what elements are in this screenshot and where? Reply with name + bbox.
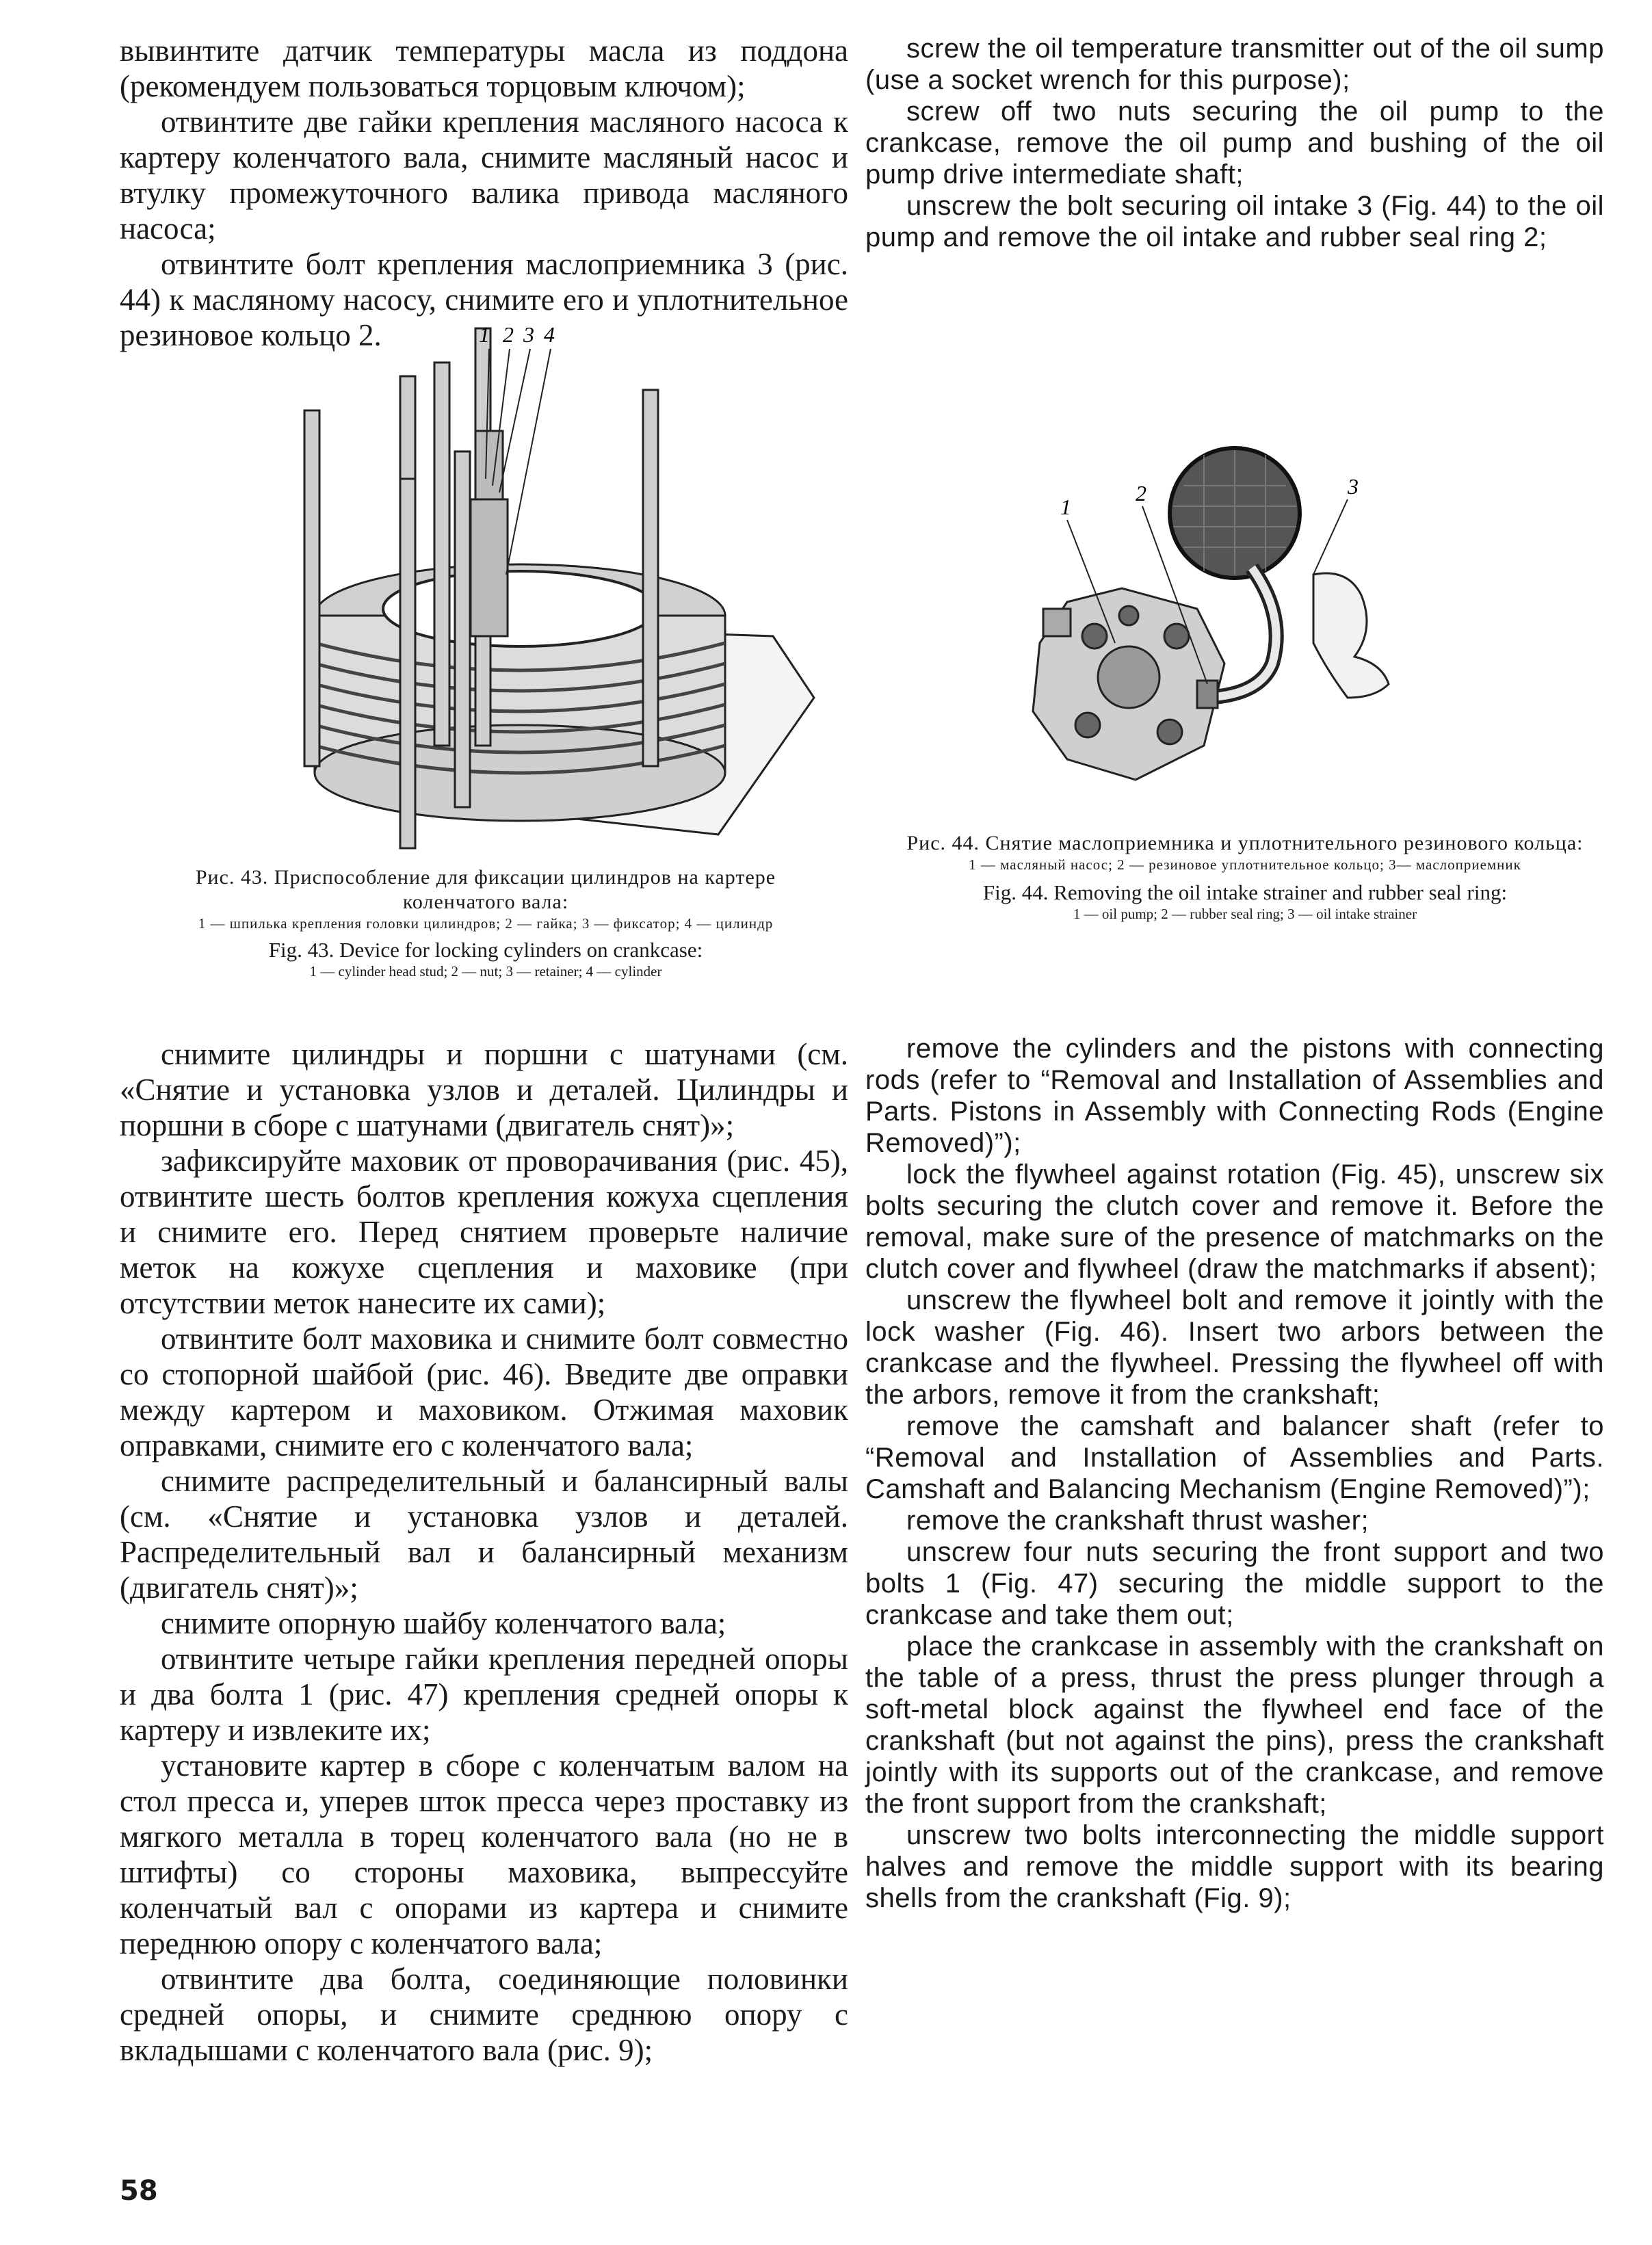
- ru-paragraph: зафиксируйте маховик от проворачивания (рис. 45), отвинтите шесть болтов крепления кожуха сцепления и снимите его. Перед снятием проверьте наличие меток на кожухе сцепления и маховике (при отсутствии меток нанесите их сами);: [120, 1144, 848, 1320]
- en-paragraph: screw off two nuts securing the oil pump to the crankcase, remove the oil pump and bushing of the oil pump drive intermediate shaft;: [865, 96, 1604, 189]
- ru-paragraph: установите картер в сборе с коленчатым валом на стол пресса и, уперев шток пресса через проставку из мягкого металла в торец коленчатого вала (но не в штифты) со стороны маховика, выпрессуйте коленчатый вал с опорами из картера и снимите переднюю опору с коленчатого вала;: [120, 1748, 848, 1960]
- fig44-title-ru: Рис. 44. Снятие маслоприемника и уплотнительного резинового кольца:: [906, 832, 1584, 854]
- fig43-legend-ru: 1 — шпилька крепления головки цилиндров; 2 — гайка; 3 — фиксатор; 4 — цилиндр: [198, 915, 774, 932]
- ru-paragraph: отвинтите два болта, соединяющие половинки средней опоры, и снимите среднюю опору с вкладышами с коленчатого вала (рис. 9);: [120, 1962, 848, 2067]
- en-paragraph: unscrew the flywheel bolt and remove it jointly with the lock washer (Fig. 46). Insert two arbors between the crankcase and the flywheel. Pressing the flywheel off with the arbors, remove it from the crankshaft;: [865, 1285, 1604, 1410]
- ru-paragraph: вывинтите датчик температуры масла из поддона (рекомендуем пользоваться торцовым ключом);: [120, 34, 848, 103]
- fig43-title-en: Fig. 43. Device for locking cylinders on crankcase:: [268, 938, 703, 962]
- right-column-top: [865, 33, 1604, 253]
- ru-paragraph: снимите цилиндры и поршни с шатунами (см. «Снятие и установка узлов и деталей. Цилиндры и поршни в сборе с шатунами (двигатель снят)»;: [120, 1037, 848, 1142]
- fig43-legend-en: 1 — cylinder head stud; 2 — nut; 3 — retainer; 4 — cylinder: [309, 963, 662, 980]
- en-paragraph: place the crankcase in assembly with the crankshaft on the table of a press, thrust the press plunger through a soft-metal block against the flywheel end face of the crankshaft (but not against the pins), press the crankshaft jointly with its supports out of the crankcase, and remove the front support from the crankshaft;: [865, 1631, 1604, 1819]
- ru-paragraph: отвинтите болт крепления маслоприемника 3 (рис. 44) к масляному насосу, снимите его и уплотнительное резиновое кольцо 2.: [120, 247, 848, 352]
- fig43-illustration: [294, 315, 828, 855]
- ru-paragraph: отвинтите четыре гайки крепления передней опоры и два болта 1 (рис. 47) крепления средней опоры к картеру и извлеките их;: [120, 1642, 848, 1747]
- en-paragraph: remove the camshaft and balancer shaft (refer to “Removal and Installation of Assemblies and Parts. Camshaft and Balancing Mechanism (Engine Removed)”);: [865, 1411, 1604, 1504]
- right-column-bottom: [865, 1033, 1604, 1914]
- en-paragraph: remove the cylinders and the pistons with connecting rods (refer to “Removal and Installation of Assemblies and Parts. Pistons in Assembly with Connecting Rods (Engine Removed)”);: [865, 1034, 1604, 1158]
- en-paragraph: lock the flywheel against rotation (Fig. 45), unscrew six bolts securing the clutch cover and remove it. Before the removal, make sure of the presence of matchmarks on the clutch cover and flywheel (draw the matchmarks if absent);: [865, 1159, 1604, 1284]
- fig43-title-ru: Рис. 43. Приспособление для фиксации цилиндров на картере коленчатого вала:: [195, 866, 776, 913]
- callout-2: 2: [503, 322, 514, 347]
- ru-paragraph: снимите распределительный и балансирный валы (см. «Снятие и установка узлов и деталей. Распределительный вал и балансирный механизм (двигатель снят)»;: [120, 1464, 848, 1605]
- fig44-illustration: [1026, 438, 1491, 807]
- en-paragraph: unscrew four nuts securing the front support and two bolts 1 (Fig. 47) securing the middle support to the crankcase and take them out;: [865, 1537, 1604, 1630]
- left-column-bottom: [120, 1036, 848, 2068]
- left-column-top: [120, 33, 848, 353]
- retainer: [471, 431, 508, 636]
- callout-1: 1: [1060, 495, 1071, 519]
- fig44-title-en: Fig. 44. Removing the oil intake strainer and rubber seal ring:: [982, 880, 1508, 904]
- callout-1: 1: [479, 322, 490, 347]
- en-paragraph: unscrew the bolt securing oil intake 3 (Fig. 44) to the oil pump and remove the oil intake and rubber seal ring 2;: [865, 191, 1604, 252]
- callout-3: 3: [523, 322, 534, 347]
- seal-ring: [1197, 681, 1218, 708]
- callout-3: 3: [1348, 474, 1359, 499]
- ru-paragraph: отвинтите две гайки крепления масляного насоса к картеру коленчатого вала, снимите масляный насос и втулку промежуточного валика привода масляного насоса;: [120, 105, 848, 246]
- en-paragraph: screw the oil temperature transmitter out of the oil sump (use a socket wrench for this purpose);: [865, 34, 1604, 95]
- ru-paragraph: отвинтите болт маховика и снимите болт совместно со стопорной шайбой (рис. 46). Введите две оправки между картером и маховиком. Отжимая маховик оправками, снимите его с коленчатого вала;: [120, 1322, 848, 1462]
- cylinder-bore: [383, 571, 657, 646]
- hand: [1313, 573, 1389, 698]
- fig44-legend-ru: 1 — масляный насос; 2 — резиновое уплотнительное кольцо; 3— маслоприемник: [969, 856, 1521, 873]
- en-paragraph: unscrew two bolts interconnecting the middle support halves and remove the middle support with its bearing shells from the crankshaft (Fig. 9);: [865, 1820, 1604, 1913]
- oil-pump: [1033, 588, 1224, 780]
- fig44-caption: [896, 831, 1594, 923]
- callout-4: 4: [544, 322, 555, 347]
- en-paragraph: remove the crankshaft thrust washer;: [906, 1506, 1369, 1536]
- ru-paragraph: снимите опорную шайбу коленчатого вала;: [161, 1606, 726, 1640]
- page-number: 58: [120, 2175, 158, 2207]
- fig44-legend-en: 1 — oil pump; 2 — rubber seal ring; 3 — oil intake strainer: [1073, 906, 1417, 922]
- callout-2: 2: [1136, 481, 1146, 506]
- fig43-caption: [150, 865, 821, 980]
